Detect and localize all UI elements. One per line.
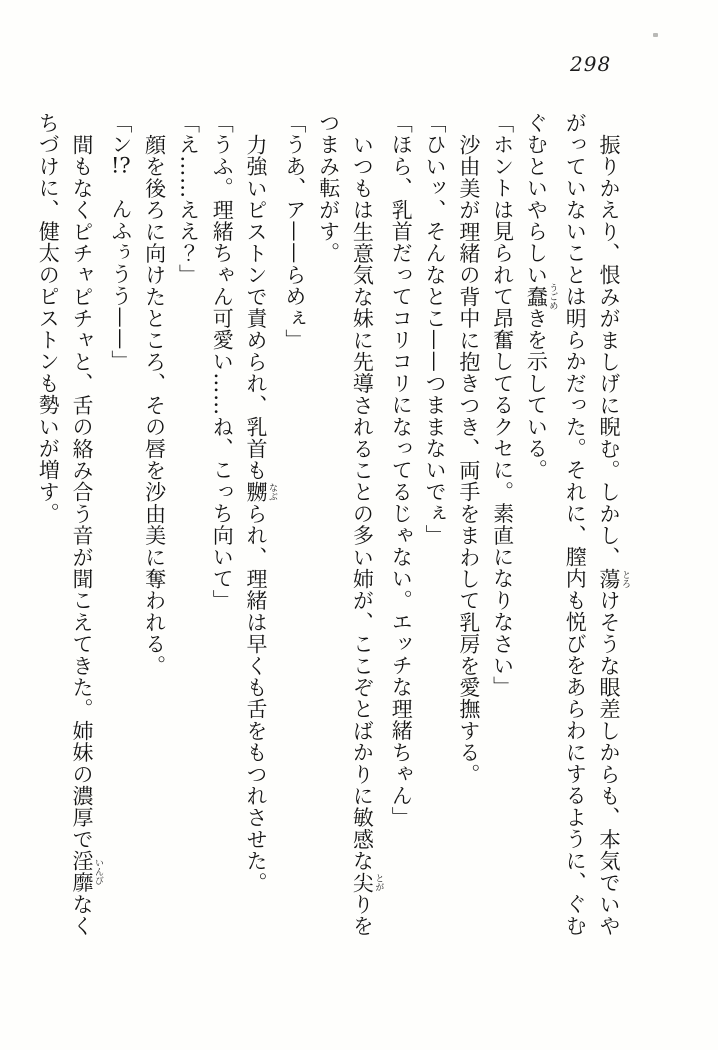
ruby-annotated-word: 淫靡 いんび [70, 850, 104, 894]
text-segment: られ、理緒は早くも舌をもつれさせた。 [244, 502, 269, 894]
text-line [171, 112, 205, 948]
text-segment: 力強いピストンで責められ、乳首も [244, 134, 269, 482]
text-line [103, 112, 137, 948]
ruby-annotated-word: 蠢 うごめ [524, 282, 558, 310]
text-segment: 「ほら、乳首だってコリコリになってるじゃない。エッチな理緒ちゃん」 [389, 112, 414, 829]
ruby-annotated-word: 蕩 とろ [597, 568, 630, 590]
text-segment: きを示している。 [524, 307, 549, 481]
text-segment: いつもは生意気な妹に先導されることの多い姉が、ここぞとばかりに敏感な [350, 134, 375, 872]
text-segment: んふぅうう——」 [108, 176, 133, 372]
text-segment: けそうな眼差しからも、本気でいや [597, 589, 621, 937]
text-segment: 「ン [108, 112, 133, 156]
text-segment: 「ホントは見られて昂奮してるクセに。素直になりなさい」 [490, 112, 515, 698]
text-segment: なく [70, 893, 95, 937]
text-segment: 「え……ええ？」 [176, 112, 201, 286]
text-line [485, 112, 519, 948]
text-line [238, 112, 277, 948]
tatechuyoko-segment: !? [110, 155, 131, 177]
text-segment: 間もなくピチャピチャと、舌の絡み合う音が聞こえてきた。姉妹の濃厚で [70, 134, 95, 851]
text-line [451, 112, 485, 948]
text-line [417, 112, 451, 948]
text-line [591, 112, 630, 948]
ruby-annotated-word: 尖 とが [350, 871, 384, 894]
text-segment: 顔を後ろに向けたところ、その唇を沙由美に奪われる。 [142, 134, 167, 677]
text-segment: 「ひいッ、そんなとこ——つままないでぇ」 [423, 112, 448, 546]
text-segment: ぐむといやらしい [524, 112, 549, 286]
scan-speck [653, 33, 658, 37]
text-line [277, 112, 311, 948]
text-block [30, 112, 630, 948]
ruby-annotated-word: 嬲 なぶ [244, 481, 278, 503]
text-line [204, 112, 238, 948]
text-line [137, 112, 171, 948]
text-segment: 振りかえり、恨みがましげに睨む。しかし、 [597, 134, 621, 569]
text-segment: 「うふ。理緒ちゃん可愛い……ね、こっち向いて」 [210, 112, 235, 612]
text-line [345, 112, 384, 948]
text-segment: ちづけに、健太のピストンも勢いが増す。 [36, 112, 61, 525]
text-segment: りを [350, 893, 375, 937]
text-segment: がっていないことは明らかだった。それに、膣内も悦びをあらわにするように、ぐむ [563, 112, 588, 937]
page-number: 298 [570, 52, 612, 76]
text-line [30, 112, 64, 948]
text-line [519, 112, 558, 948]
text-segment: 沙由美が理緒の背中に抱きつき、両手をまわして乳房を愛撫する。 [456, 134, 481, 786]
text-line [383, 112, 417, 948]
text-line [311, 112, 345, 948]
text-segment: 「うあ、ア——らめぇ」 [282, 112, 307, 351]
text-line [64, 112, 103, 948]
text-line [557, 112, 591, 948]
text-segment: つまみ転がす。 [316, 112, 341, 264]
